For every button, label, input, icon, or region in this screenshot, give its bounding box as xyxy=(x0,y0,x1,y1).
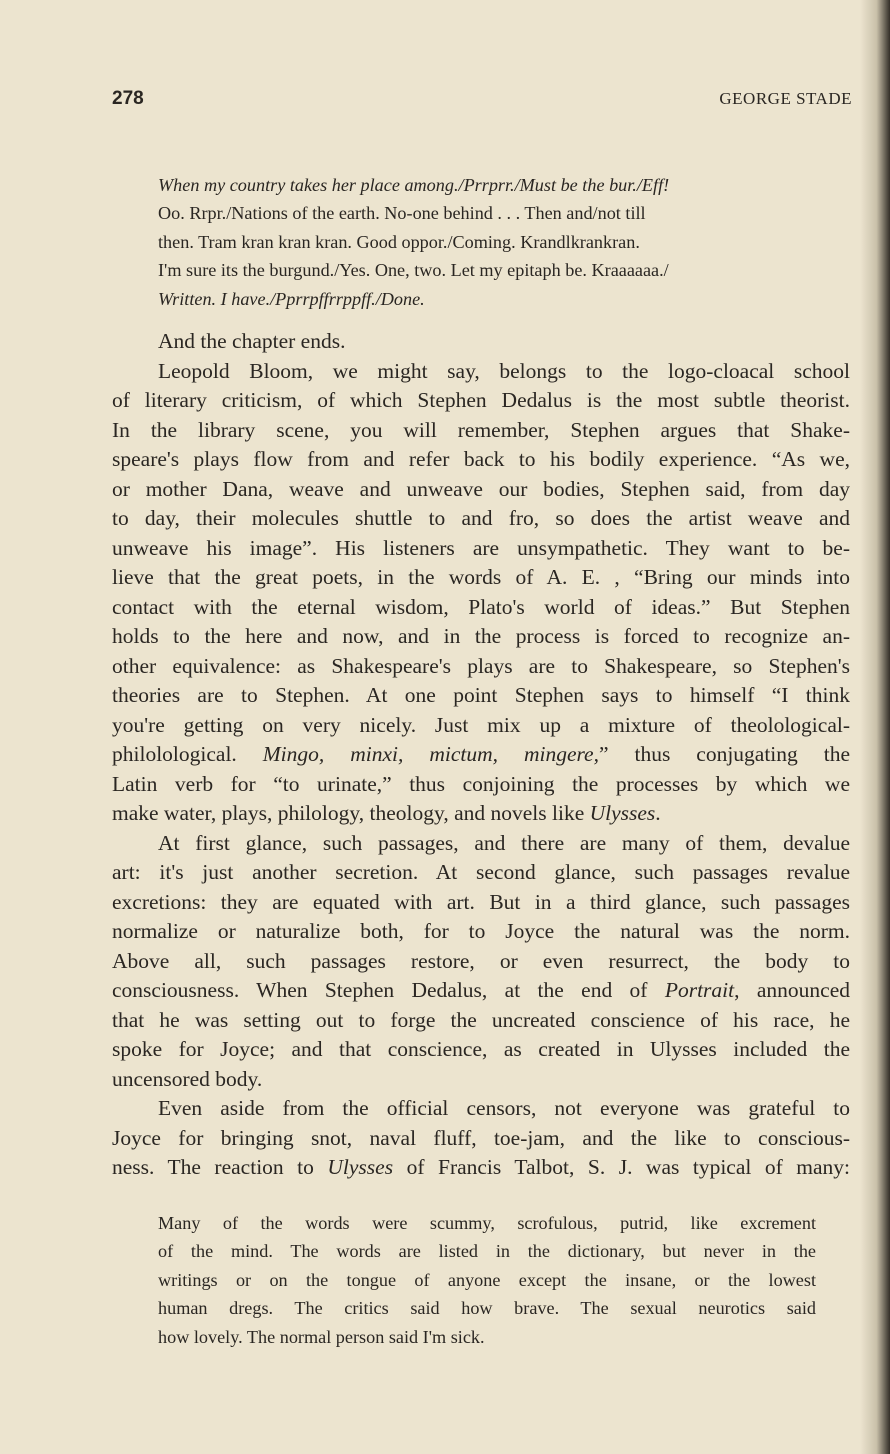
text-line: or mother Dana, weave and unweave our bodies, Stephen said, from day xyxy=(112,476,850,501)
text-line: Above all, such passages restore, or even resurrect, the body to xyxy=(112,948,850,973)
text-line xyxy=(112,799,850,829)
block-quote-ulysses-excerpt xyxy=(158,171,816,313)
quote-line-text: When my country takes her place among./Prrprr./Must be the bur./Eff! xyxy=(158,175,670,195)
text-line: lieve that the great poets, in the words of A. E. , “Bring our minds into xyxy=(112,565,850,589)
text-line: other equivalence: as Shakespeare's plays are to Shakespeare, so Stephen's xyxy=(112,653,850,678)
text-segment: make water, plays, philology, theology, and novels like xyxy=(112,801,585,825)
text-line xyxy=(112,1153,850,1183)
text-line: holds to the here and now, and in the process is forced to recognize an- xyxy=(112,624,850,648)
running-head xyxy=(112,88,852,112)
quote-line-text: I'm sure its the burgund./Yes. One, two. Let my epitaph be. Kraaaaaa./ xyxy=(158,260,669,281)
text-line: art: it's just another secretion. At second glance, such passages revalue xyxy=(112,860,850,884)
text-line: of literary criticism, of which Stephen Dedalus is the most subtle theorist. xyxy=(112,388,850,412)
text-line xyxy=(112,740,850,770)
quote-line: Many of the words were scummy, scrofulous, putrid, like excrement xyxy=(158,1213,816,1233)
quote-line-text: Oo. Rrpr./Nations of the earth. No-one behind . . . Then and/not till xyxy=(158,203,646,224)
text-segment: ness. The reaction to xyxy=(112,1155,314,1179)
title-ulysses: Ulysses xyxy=(589,801,656,825)
text-line: unweave his image”. His listeners are unsympathetic. They want to be- xyxy=(112,535,850,560)
paragraph-text: And the chapter ends. xyxy=(158,329,346,353)
quote-line: human dregs. The critics said how brave. The sexual neurotics said xyxy=(158,1298,816,1319)
text-line xyxy=(112,976,850,1006)
quote-line xyxy=(158,256,816,284)
text-segment: . xyxy=(655,801,661,825)
text-line: Joyce for bringing snot, naval fluff, toe-jam, and the like to conscious- xyxy=(112,1125,850,1150)
page-edge-shadow xyxy=(860,0,890,1454)
text-segment: , announced xyxy=(734,978,850,1002)
text-line: excretions: they are equated with art. But in a third glance, such passages xyxy=(112,889,850,914)
body-text xyxy=(112,327,850,1183)
quote-line xyxy=(158,285,816,313)
text-line: that he was setting out to forge the uncreated conscience of his race, he xyxy=(112,1007,850,1032)
title-ulysses: Ulysses xyxy=(327,1155,394,1179)
quote-line xyxy=(158,228,816,256)
quote-line xyxy=(158,171,816,199)
text-line: to day, their molecules shuttle to and fro, so does the artist weave and xyxy=(112,506,850,530)
paragraph xyxy=(112,357,850,829)
text-line: normalize or naturalize both, for to Joyce the natural was the norm. xyxy=(112,919,850,943)
quote-line: writings or on the tongue of anyone except the insane, or the lowest xyxy=(158,1269,816,1290)
text-line: spoke for Joyce; and that conscience, as created in Ulysses included the xyxy=(112,1037,850,1061)
page-number: 278 xyxy=(112,88,144,109)
running-head-author: GEORGE STADE xyxy=(719,89,852,108)
paragraph xyxy=(112,327,850,357)
quote-line: of the mind. The words are listed in the dictionary, but never in the xyxy=(158,1241,816,1262)
paragraph xyxy=(112,1094,850,1183)
block-quote-talbot xyxy=(158,1209,816,1351)
text-line: Even aside from the official censors, not everyone was grateful to xyxy=(158,1096,850,1120)
text-line: uncensored body. xyxy=(112,1066,263,1091)
text-segment: consciousness. When Stephen Dedalus, at the end of xyxy=(112,978,648,1002)
title-portrait: Portrait xyxy=(664,978,735,1002)
text-line: contact with the eternal wisdom, Plato's world of ideas.” But Stephen xyxy=(112,594,850,619)
text-line: Latin verb for “to urinate,” thus conjoining the processes by which we xyxy=(112,771,850,796)
quote-line-text: then. Tram kran kran kran. Good oppor./Coming. Krandlkrankran. xyxy=(158,231,640,252)
latin-conjugation: Mingo, minxi, mictum, mingere, xyxy=(262,742,599,766)
paragraph xyxy=(112,829,850,1095)
text-segment: philolological. xyxy=(112,742,237,766)
text-line: At first glance, such passages, and there are many of them, devalue xyxy=(158,830,850,855)
text-line: you're getting on very nicely. Just mix up a mixture of theolological- xyxy=(112,712,850,737)
quote-line: how lovely. The normal person said I'm sick. xyxy=(158,1326,485,1347)
text-segment: of Francis Talbot, S. J. was typical of many: xyxy=(406,1155,851,1179)
text-segment: ” thus conjugating the xyxy=(598,742,850,766)
quote-line-text: Written. I have./Pprrpffrrppff./Done. xyxy=(158,288,425,309)
text-line: speare's plays flow from and refer back to his bodily experience. “As we, xyxy=(112,447,850,471)
text-line: Leopold Bloom, we might say, belongs to the logo-cloacal school xyxy=(158,358,850,383)
text-line: In the library scene, you will remember, Stephen argues that Shake- xyxy=(112,417,850,442)
text-line: theories are to Stephen. At one point Stephen says to himself “I think xyxy=(112,683,850,707)
quote-line xyxy=(158,199,816,227)
